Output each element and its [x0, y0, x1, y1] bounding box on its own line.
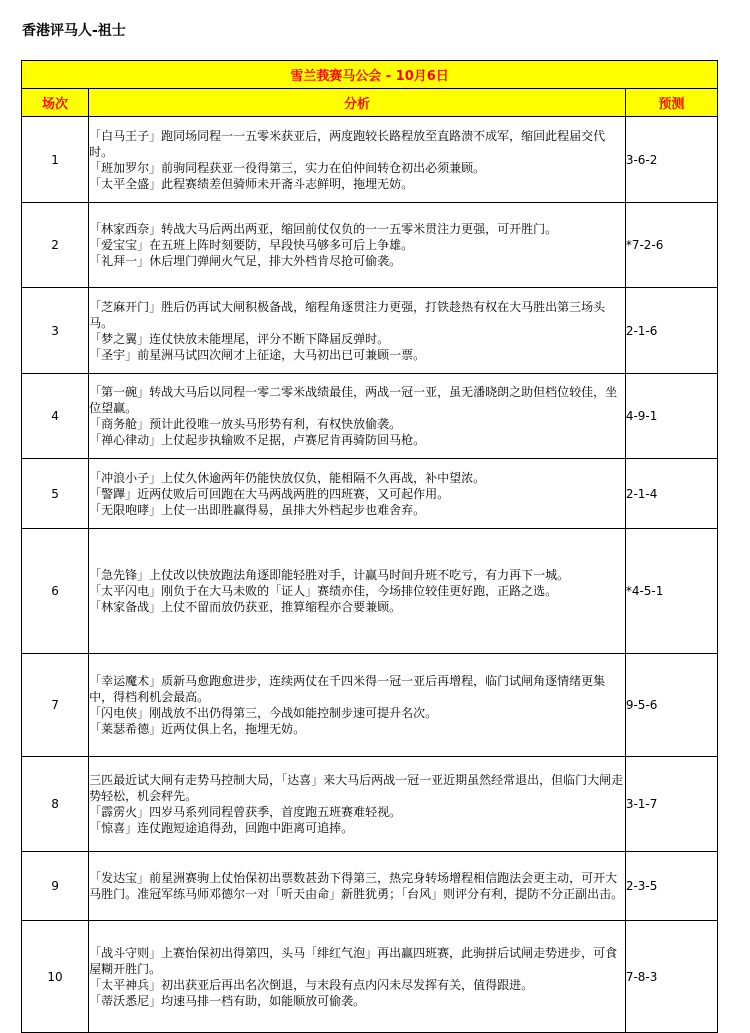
analysis-line: 「战斗守则」上赛怡保初出得第四，头马「绯红气泡」再出赢四班赛，此驹拼后试闸走势进步，可食屋糊开胜门。 [89, 945, 618, 976]
analysis-line: 「第一碗」转战大马后以同程一零二零米战绩最佳，两战一冠一亚，虽无潘晓朗之助但档位较佳，坐位望赢。 [89, 385, 618, 415]
analysis-line: 「无限咆哮」上仗一出即胜赢得易，虽排大外档起步也难舍弃。 [89, 502, 426, 517]
race-row [22, 117, 718, 203]
race-prediction: 2-1-4 [625, 459, 717, 529]
race-row [22, 203, 718, 288]
race-prediction: 2-3-5 [625, 852, 717, 921]
analysis-line: 「发达宝」前星洲赛驹上仗怡保初出票数甚劲下得第三，热完身转场增程相信跑法会更主动，可开大马胜门。准冠军练马师邓德尔一对「听天由命」新胜犹勇；「台风」则评分有利，提防不分正副出击。 [89, 871, 624, 901]
header-prediction: 预测 [625, 89, 717, 117]
race-analysis [89, 288, 626, 374]
analysis-line: 「林家西奈」转战大马后两出两亚，缩回前仗仅负的一一五零米贯注力更强，可开胜门。 [89, 222, 558, 236]
race-prediction: 4-9-1 [625, 374, 717, 459]
page-title: 香港评马人-祖士 [22, 23, 126, 39]
race-number: 10 [22, 921, 89, 1033]
race-analysis [89, 852, 626, 921]
analysis-line: 「霹雳火」四岁马系列同程曾获季，首度跑五班赛难轻视。 [89, 805, 402, 819]
analysis-line: 「幸运魔术」质新马愈跑愈进步，连续两仗在千四米得一冠一亚后再增程，临门试闸角逐情绪更集中，得档利机会最高。 [89, 674, 606, 704]
analysis-line: 「林家备战」上仗不留而放仍获亚，推算缩程亦合要兼顾。 [89, 600, 402, 614]
analysis-line: 三匹最近试大闸有走势马控制大局，「达喜」来大马后两战一冠一亚近期虽然经常退出，但临门大闸走势轻松，机会秤先。 [89, 773, 624, 803]
race-prediction: *4-5-1 [625, 529, 717, 654]
race-analysis [89, 117, 626, 203]
race-prediction: *7-2-6 [625, 203, 717, 288]
race-rows [22, 117, 718, 1033]
analysis-line: 「圣宇」前星洲马试四次闸才上征途，大马初出已可兼顾一票。 [89, 347, 426, 362]
race-row [22, 757, 718, 852]
race-analysis [89, 459, 626, 529]
race-row [22, 459, 718, 529]
race-analysis [89, 921, 626, 1033]
race-analysis [89, 374, 626, 459]
race-prediction: 3-6-2 [625, 117, 717, 203]
race-row [22, 374, 718, 459]
header-race: 场次 [22, 89, 89, 117]
race-number: 9 [22, 852, 89, 921]
meeting-title: 雪兰莪赛马公会 - 10月6日 [22, 61, 718, 89]
race-table [21, 60, 718, 1033]
race-analysis [89, 757, 626, 852]
table-header-row [22, 89, 718, 117]
analysis-line: 「急先锋」上仗改以快放跑法角逐即能轻胜对手，计赢马时间升班不吃亏，有力再下一城。 [89, 568, 570, 582]
analysis-line: 「惊喜」连仗跑短途追得劲，回跑中距离可追捧。 [89, 821, 354, 835]
race-number: 6 [22, 529, 89, 654]
race-number: 1 [22, 117, 89, 203]
analysis-line: 「蒂沃悉尼」均速马排一档有助，如能顺放可偷袭。 [89, 993, 366, 1008]
race-number: 3 [22, 288, 89, 374]
race-number: 4 [22, 374, 89, 459]
analysis-line: 「礼拜一」休后埋门弹闸火气足，排大外档肯尽抢可偷袭。 [89, 254, 402, 268]
race-analysis [89, 654, 626, 757]
analysis-line: 「太平闪电」刚负于在大马未败的「证人」赛绩亦佳，今场排位较佳更好跑，正路之选。 [89, 584, 558, 598]
race-analysis [89, 529, 626, 654]
race-number: 7 [22, 654, 89, 757]
analysis-line: 「禅心律动」上仗起步执输败不足据，卢赛尼肯再骑防回马枪。 [89, 433, 426, 447]
header-analysis: 分析 [89, 89, 626, 117]
race-number: 8 [22, 757, 89, 852]
race-prediction: 7-8-3 [625, 921, 717, 1033]
race-row [22, 288, 718, 374]
analysis-line: 「警蹕」近两仗败后可回跑在大马两战两胜的四班赛，又可起作用。 [89, 486, 450, 501]
analysis-line: 「爱宝宝」在五班上阵时刻要防，早段快马够多可后上争雄。 [89, 238, 414, 252]
race-number: 2 [22, 203, 89, 288]
race-row [22, 654, 718, 757]
analysis-line: 「商务舱」预计此役唯一放头马形势有利，有权快放偷袭。 [89, 417, 402, 431]
analysis-line: 「太平全盛」此程赛绩差但骑师未开斋斗志鲜明，拖埋无妨。 [89, 176, 414, 191]
race-analysis [89, 203, 626, 288]
race-row [22, 529, 718, 654]
analysis-line: 「班加罗尔」前驹同程获亚一役得第三，实力在伯仲间转仓初出必须兼顾。 [89, 160, 486, 175]
analysis-line: 「白马王子」跑同场同程一一五零米获亚后，两度跑较长路程放至直路溃不成军，缩回此程届交代时。 [89, 128, 606, 159]
analysis-line: 「冲浪小子」上仗久休逾两年仍能快放仅负，能相隔不久再战，补中望浓。 [89, 470, 486, 485]
race-prediction: 9-5-6 [625, 654, 717, 757]
table-title-row [22, 61, 718, 89]
race-row [22, 852, 718, 921]
race-prediction: 2-1-6 [625, 288, 717, 374]
analysis-line: 「芝麻开门」胜后仍再试大闸积极备战，缩程角逐贯注力更强，打铁趁热有权在大马胜出第三场头马。 [89, 299, 606, 330]
race-number: 5 [22, 459, 89, 529]
analysis-line: 「梦之翼」连仗快放未能埋尾，评分不断下降届反弹时。 [89, 331, 390, 346]
analysis-line: 「闪电侠」刚战放不出仍得第三，今战如能控制步速可提升名次。 [89, 706, 438, 720]
race-prediction: 3-1-7 [625, 757, 717, 852]
race-row [22, 921, 718, 1033]
analysis-line: 「莱瑟希德」近两仗俱上名，拖埋无妨。 [89, 722, 306, 736]
analysis-line: 「太平神兵」初出获亚后再出名次倒退，与末段有点内闪未尽发挥有关，值得跟进。 [89, 977, 534, 992]
